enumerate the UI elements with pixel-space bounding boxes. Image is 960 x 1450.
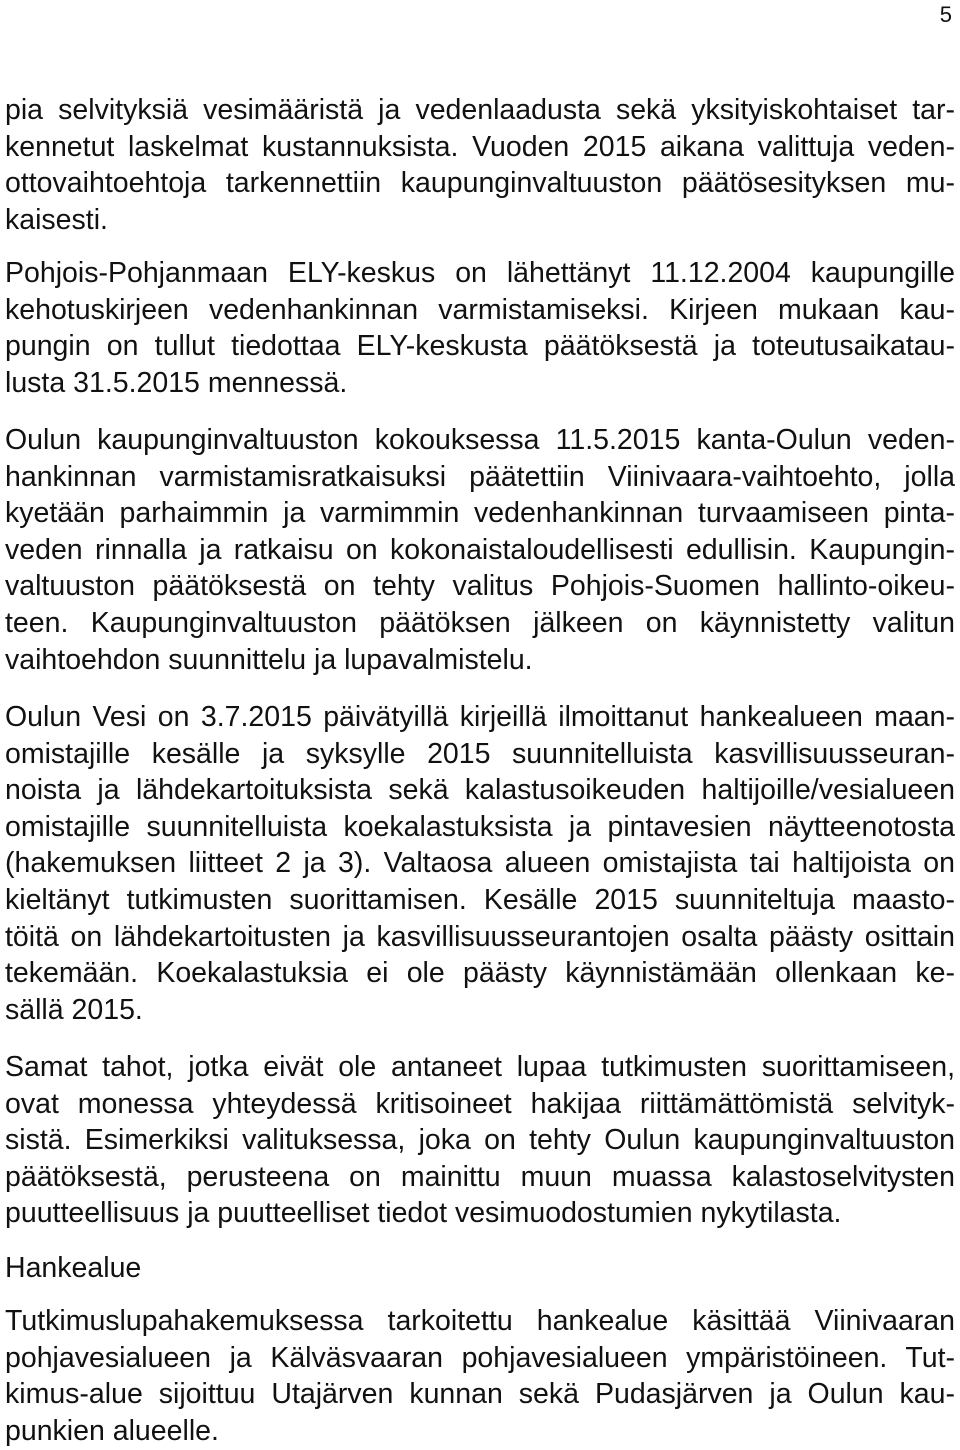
page-number: 5 (939, 2, 952, 27)
text-line: kennetut laskelmat kustannuksista. Vuoden 2015 aikana valittuja veden- (5, 130, 955, 163)
text-line: tekemään. Koekalastuksia ei ole päästy käynnistämään ollenkaan ke- (5, 957, 955, 990)
text-line: sistä. Esimerkiksi valituksessa, joka on tehty Oulun kaupunginvaltuuston (5, 1124, 955, 1157)
text-line: sällä 2015. (5, 993, 143, 1026)
text-line: ovat monessa yhteydessä kritisoineet hakijaa riittämättömistä selvityk- (5, 1087, 955, 1120)
paragraph (5, 255, 955, 401)
text-line: Samat tahot, jotka eivät ole antaneet lupaa tutkimusten suorittamiseen, (5, 1051, 955, 1083)
text-line: punkien alueelle. (5, 1414, 219, 1447)
paragraph (5, 92, 955, 238)
text-line: pia selvityksiä vesimääristä ja vedenlaadusta sekä yksityiskohtaiset tar- (5, 94, 955, 126)
text-line: päätöksestä, perusteena on mainittu muun muassa kalastoselvitysten (5, 1160, 955, 1193)
text-line: (hakemuksen liitteet 2 ja 3). Valtaosa alueen omistajista tai haltijoista on (5, 847, 955, 880)
section-heading-text: Hankealue (5, 1252, 142, 1284)
text-line: omistajille kesälle ja syksylle 2015 suunnitelluista kasvillisuusseuran- (5, 737, 955, 770)
text-line: Oulun kaupunginvaltuuston kokouksessa 11.5.2015 kanta-Oulun veden- (5, 424, 955, 456)
text-line: teen. Kaupunginvaltuuston päätöksen jälkeen on käynnistetty valitun (5, 606, 955, 639)
text-line: kehotuskirjeen vedenhankinnan varmistamiseksi. Kirjeen mukaan kau- (5, 293, 955, 326)
text-line: kyetään parhaimmin ja varmimmin vedenhankinnan turvaamiseen pinta- (5, 497, 955, 530)
text-line: veden rinnalla ja ratkaisu on kokonaistaloudellisesti edullisin. Kaupungin- (5, 533, 955, 566)
text-line: lusta 31.5.2015 mennessä. (5, 366, 348, 399)
text-line: kaisesti. (5, 203, 108, 236)
paragraph (5, 1049, 955, 1232)
text-line: pungin on tullut tiedottaa ELY-keskusta päätöksestä ja toteutusaikatau- (5, 330, 955, 363)
text-line: ottovaihtoehtoja tarkennettiin kaupunginvaltuuston päätösesityksen mu- (5, 167, 955, 200)
text-line: kieltänyt tutkimusten suorittamisen. Kesälle 2015 suunniteltuja maasto- (5, 883, 955, 916)
text-line: omistajille suunnitelluista koekalastuksista ja pintavesien näytteenotosta (5, 810, 955, 843)
text-line: hankinnan varmistamisratkaisuksi päätettiin Viinivaara-vaihtoehto, jolla (5, 460, 955, 493)
text-line: vaihtoehdon suunnittelu ja lupavalmistelu. (5, 643, 533, 676)
text-line: Oulun Vesi on 3.7.2015 päivätyillä kirjeillä ilmoittanut hankealueen maan- (5, 701, 955, 733)
text-line: pohjavesialueen ja Kälväsvaaran pohjavesialueen ympäristöineen. Tut- (5, 1341, 955, 1374)
section-heading (5, 1250, 955, 1287)
text-line: noista ja lähdekartoituksista sekä kalastusoikeuden haltijoille/vesialueen (5, 774, 955, 807)
paragraph (5, 699, 955, 1028)
text-line: Pohjois-Pohjanmaan ELY-keskus on lähettänyt 11.12.2004 kaupungille (5, 257, 955, 289)
text-line: valtuuston päätöksestä on tehty valitus Pohjois-Suomen hallinto-oikeu- (5, 570, 955, 603)
text-line: puutteellisuus ja puutteelliset tiedot vesimuodostumien nykytilasta. (5, 1197, 842, 1230)
text-line: Tutkimuslupahakemuksessa tarkoitettu hankealue käsittää Viinivaaran (5, 1305, 955, 1337)
text-line: kimus-alue sijoittuu Utajärven kunnan sekä Pudasjärven ja Oulun kau- (5, 1378, 955, 1411)
paragraph (5, 422, 955, 678)
text-line: töitä on lähdekartoitusten ja kasvillisuusseurantojen osalta päästy osittain (5, 920, 955, 953)
paragraph (5, 1303, 955, 1449)
